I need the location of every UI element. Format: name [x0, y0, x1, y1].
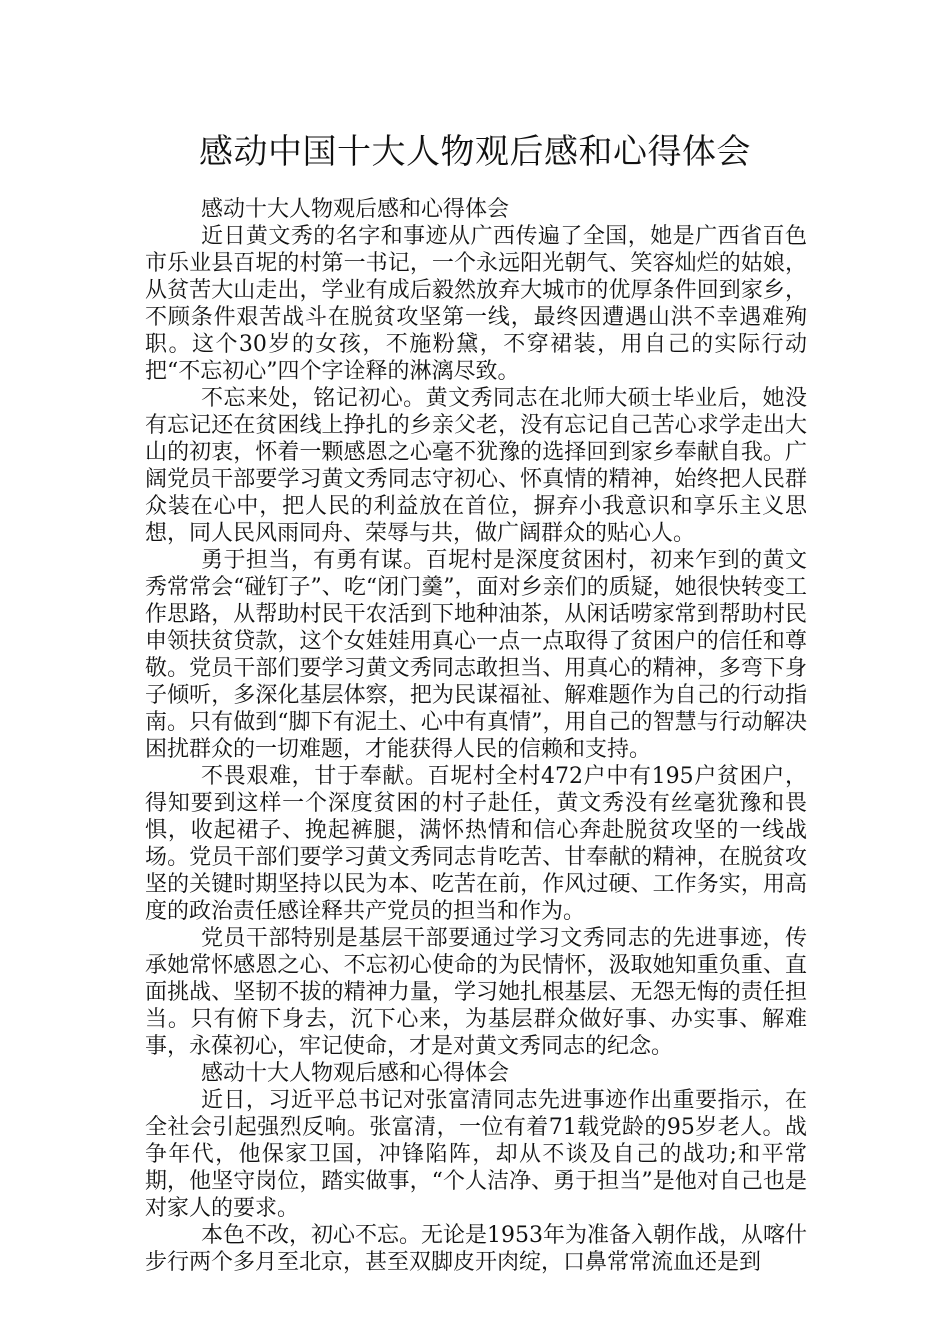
paragraph: 近日黄文秀的名字和事迹从广西传遍了全国，她是广西省百色市乐业县百坭的村第一书记，一个永远阳光朝气、笑容灿烂的姑娘，从贫苦大山走出，学业有成后毅然放弃大城市的优厚条件回到家乡，不顾条件艰苦战斗在脱贫攻坚第一线，最终因遭遇山洪不幸遇难殉职。这个30岁的女孩，不施粉黛，不穿裙装，用自己的实际行动把“不忘初心”四个字诠释的淋漓尽致。	[145, 224, 807, 384]
paragraph: 近日，习近平总书记对张富清同志先进事迹作出重要指示，在全社会引起强烈反响。张富清，一位有着71载党龄的95岁老人。战争年代，他保家卫国，冲锋陷阵，却从不谈及自己的战功;和平常期，他坚守岗位，踏实做事，“个人洁净、勇于担当”是他对自己也是对家人的要求。	[145, 1088, 807, 1221]
paragraph: 本色不改，初心不忘。无论是1953年为准备入朝作战，从喀什步行两个多月至北京，甚至双脚皮开肉绽，口鼻常常流血还是到	[145, 1223, 807, 1275]
section-heading: 感动十大人物观后感和心得体会	[201, 1061, 510, 1086]
paragraph: 勇于担当，有勇有谋。百坭村是深度贫困村，初来乍到的黄文秀常常会“碰钉子”、吃“闭门羹”，面对乡亲们的质疑，她很快转变工作思路，从帮助村民干农活到下地种油茶，从闲话唠家常到帮助村民申领扶贫贷款，这个女娃娃用真心一点一点取得了贫困户的信任和尊敬。党员干部们要学习黄文秀同志敢担当、用真心的精神，多弯下身子倾听，多深化基层体察，把为民谋福祉、解难题作为自己的行动指南。只有做到“脚下有泥土、心中有真情”，用自己的智慧与行动解决困扰群众的一切难题，才能获得人民的信赖和支持。	[145, 548, 807, 762]
document-body	[145, 196, 807, 1276]
section-heading: 感动十大人物观后感和心得体会	[201, 197, 510, 222]
paragraph: 不忘来处，铭记初心。黄文秀同志在北师大硕士毕业后，她没有忘记还在贫困线上挣扎的乡亲父老，没有忘记自己苦心求学走出大山的初衷，怀着一颗感恩之心毫不犹豫的选择回到家乡奉献自我。广阔党员干部要学习黄文秀同志守初心、怀真情的精神，始终把人民群众装在心中，把人民的利益放在首位，摒弃小我意识和享乐主义思想，同人民风雨同舟、荣辱与共，做广阔群众的贴心人。	[145, 386, 807, 546]
paragraph: 党员干部特别是基层干部要通过学习文秀同志的先进事迹，传承她常怀感恩之心、不忘初心使命的为民情怀，汲取她知重负重、直面挑战、坚韧不拔的精神力量，学习她扎根基层、无怨无悔的责任担当。只有俯下身去，沉下心来，为基层群众做好事、办实事、解难事，永葆初心，牢记使命，才是对黄文秀同志的纪念。	[145, 926, 807, 1059]
document-title: 感动中国十大人物观后感和心得体会	[199, 132, 751, 172]
paragraph: 不畏艰难，甘于奉献。百坭村全村472户中有195户贫困户，得知要到这样一个深度贫困的村子赴任，黄文秀没有丝毫犹豫和畏惧，收起裙子、挽起裤腿，满怀热情和信心奔赴脱贫攻坚的一线战场。党员干部们要学习黄文秀同志肯吃苦、甘奉献的精神，在脱贫攻坚的关键时期坚持以民为本、吃苦在前，作风过硬、工作务实，用高度的政治责任感诠释共产党员的担当和作为。	[145, 764, 807, 924]
